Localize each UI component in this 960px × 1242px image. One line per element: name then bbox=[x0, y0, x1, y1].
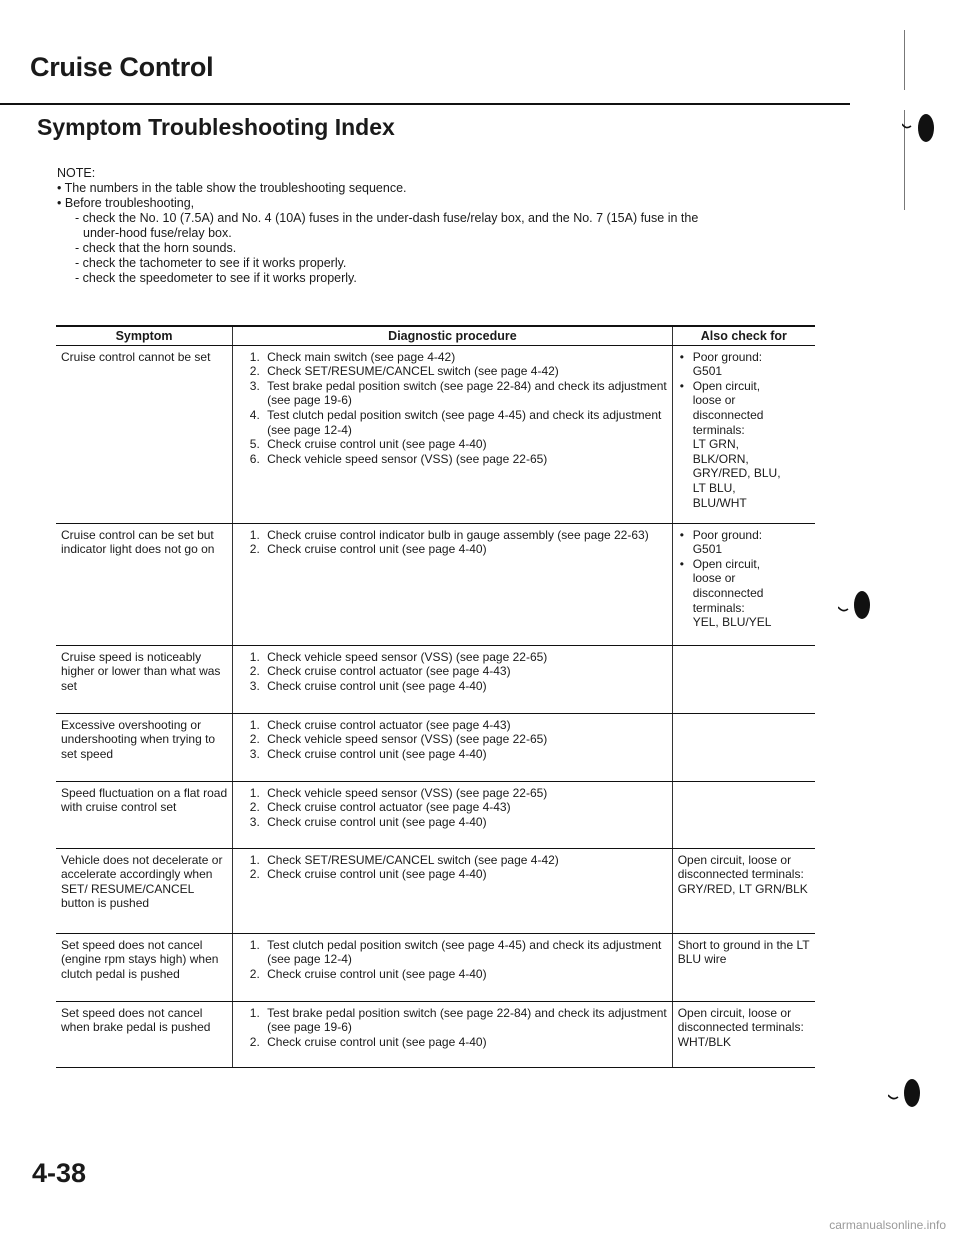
page-number: 4-38 bbox=[32, 1158, 87, 1188]
procedure-cell bbox=[233, 713, 673, 781]
also-check-cell bbox=[672, 713, 815, 781]
procedure-step: 2. Check SET/RESUME/CANCEL switch (see page 4-42) bbox=[263, 364, 667, 379]
symptom-cell: Cruise control cannot be set bbox=[56, 345, 233, 523]
symptom-cell: Cruise speed is noticeably higher or lower than what was set bbox=[56, 645, 233, 713]
procedure-step: 1. Test clutch pedal position switch (see page 4-45) and check its adjustment (see page 12-4) bbox=[263, 938, 667, 967]
procedure-step: 4. Test clutch pedal position switch (see page 4-45) and check its adjustment (see page 12-4) bbox=[263, 408, 667, 437]
procedure-cell bbox=[233, 645, 673, 713]
procedure-step: 1. Check vehicle speed sensor (VSS) (see page 22-65) bbox=[263, 786, 667, 801]
also-check-cell: Short to ground in the LT BLU wire bbox=[672, 933, 815, 1001]
table-row bbox=[56, 1001, 815, 1067]
table-header-row bbox=[56, 326, 815, 345]
procedure-step: 3. Check cruise control unit (see page 4-40) bbox=[263, 747, 667, 762]
procedure-step: 5. Check cruise control unit (see page 4-40) bbox=[263, 437, 667, 452]
also-check-cell bbox=[672, 523, 815, 645]
procedure-step: 3. Check cruise control unit (see page 4-40) bbox=[263, 815, 667, 830]
note-check: - check the No. 10 (7.5A) and No. 4 (10A) fuses in the under-dash fuse/relay box, and the No. 7 (15A) fuse in the bbox=[75, 211, 699, 225]
column-header-also-check: Also check for bbox=[672, 326, 815, 345]
note-label: NOTE: bbox=[57, 166, 96, 180]
also-check-cell: Open circuit, loose or disconnected terminals: WHT/BLK bbox=[672, 1001, 815, 1067]
procedure-step: 1. Check main switch (see page 4-42) bbox=[263, 350, 667, 365]
also-check-item: • Poor ground: G501 bbox=[691, 350, 810, 379]
procedure-step: 2. Check cruise control actuator (see page 4-43) bbox=[263, 664, 667, 679]
procedure-cell bbox=[233, 933, 673, 1001]
symptom-cell: Vehicle does not decelerate or accelerate accordingly when SET/ RESUME/CANCEL button is pushed bbox=[56, 848, 233, 933]
procedure-step: 1. Test brake pedal position switch (see page 22-84) and check its adjustment (see page 19-6) bbox=[263, 1006, 667, 1035]
note-check: - check the tachometer to see if it works properly. bbox=[75, 256, 347, 270]
procedure-step: 3. Check cruise control unit (see page 4-40) bbox=[263, 679, 667, 694]
binder-hook-icon bbox=[902, 112, 936, 146]
table-row bbox=[56, 523, 815, 645]
also-check-item: • Open circuit, loose or disconnected terminals: LT GRN, BLK/ORN, GRY/RED, BLU, LT BLU, BLU/WHT bbox=[691, 379, 810, 510]
symptom-cell: Set speed does not cancel when brake pedal is pushed bbox=[56, 1001, 233, 1067]
procedure-step: 1. Check vehicle speed sensor (VSS) (see page 22-65) bbox=[263, 650, 667, 665]
table-row bbox=[56, 345, 815, 523]
also-check-item: • Poor ground: G501 bbox=[691, 528, 810, 557]
procedure-step: 2. Check cruise control unit (see page 4-40) bbox=[263, 867, 667, 882]
also-check-cell bbox=[672, 781, 815, 848]
note-bullet: • Before troubleshooting, bbox=[57, 196, 195, 210]
margin-line bbox=[904, 30, 905, 90]
table-row bbox=[56, 781, 815, 848]
note-check: - check the speedometer to see if it works properly. bbox=[75, 271, 357, 285]
page-title: Cruise Control bbox=[30, 52, 214, 82]
procedure-step: 2. Check cruise control unit (see page 4-40) bbox=[263, 1035, 667, 1050]
procedure-step: 2. Check vehicle speed sensor (VSS) (see page 22-65) bbox=[263, 732, 667, 747]
column-header-symptom: Symptom bbox=[56, 326, 233, 345]
title-rule bbox=[0, 103, 850, 105]
symptom-cell: Set speed does not cancel (engine rpm stays high) when clutch pedal is pushed bbox=[56, 933, 233, 1001]
table-row bbox=[56, 848, 815, 933]
notes bbox=[57, 166, 887, 286]
procedure-cell bbox=[233, 523, 673, 645]
procedure-cell bbox=[233, 1001, 673, 1067]
symptom-cell: Excessive overshooting or undershooting when trying to set speed bbox=[56, 713, 233, 781]
note-bullet: • The numbers in the table show the troubleshooting sequence. bbox=[57, 181, 407, 195]
procedure-step: 1. Check cruise control indicator bulb in gauge assembly (see page 22-63) bbox=[263, 528, 667, 543]
also-check-cell: Open circuit, loose or disconnected terminals: GRY/RED, LT GRN/BLK bbox=[672, 848, 815, 933]
procedure-step: 2. Check cruise control actuator (see page 4-43) bbox=[263, 800, 667, 815]
symptom-table bbox=[56, 325, 815, 1068]
binder-hook-icon bbox=[838, 587, 872, 621]
table-row bbox=[56, 933, 815, 1001]
also-check-item: • Open circuit, loose or disconnected terminals: YEL, BLU/YEL bbox=[691, 557, 810, 630]
note-check: - check that the horn sounds. bbox=[75, 241, 237, 255]
also-check-cell bbox=[672, 645, 815, 713]
column-header-procedure: Diagnostic procedure bbox=[233, 326, 673, 345]
procedure-cell bbox=[233, 345, 673, 523]
table-row bbox=[56, 713, 815, 781]
section-title: Symptom Troubleshooting Index bbox=[37, 114, 395, 140]
also-check-cell bbox=[672, 345, 815, 523]
watermark: carmanualsonline.info bbox=[829, 1218, 946, 1232]
symptom-cell: Cruise control can be set but indicator light does not go on bbox=[56, 523, 233, 645]
procedure-cell bbox=[233, 781, 673, 848]
note-check: under-hood fuse/relay box. bbox=[83, 226, 232, 240]
procedure-step: 2. Check cruise control unit (see page 4-40) bbox=[263, 967, 667, 982]
procedure-step: 2. Check cruise control unit (see page 4-40) bbox=[263, 542, 667, 557]
procedure-step: 1. Check SET/RESUME/CANCEL switch (see page 4-42) bbox=[263, 853, 667, 868]
table-row bbox=[56, 645, 815, 713]
procedure-cell bbox=[233, 848, 673, 933]
procedure-step: 6. Check vehicle speed sensor (VSS) (see page 22-65) bbox=[263, 452, 667, 467]
symptom-cell: Speed fluctuation on a flat road with cruise control set bbox=[56, 781, 233, 848]
procedure-step: 3. Test brake pedal position switch (see page 22-84) and check its adjustment (see page 19-6) bbox=[263, 379, 667, 408]
binder-hook-icon bbox=[888, 1075, 922, 1109]
procedure-step: 1. Check cruise control actuator (see page 4-43) bbox=[263, 718, 667, 733]
